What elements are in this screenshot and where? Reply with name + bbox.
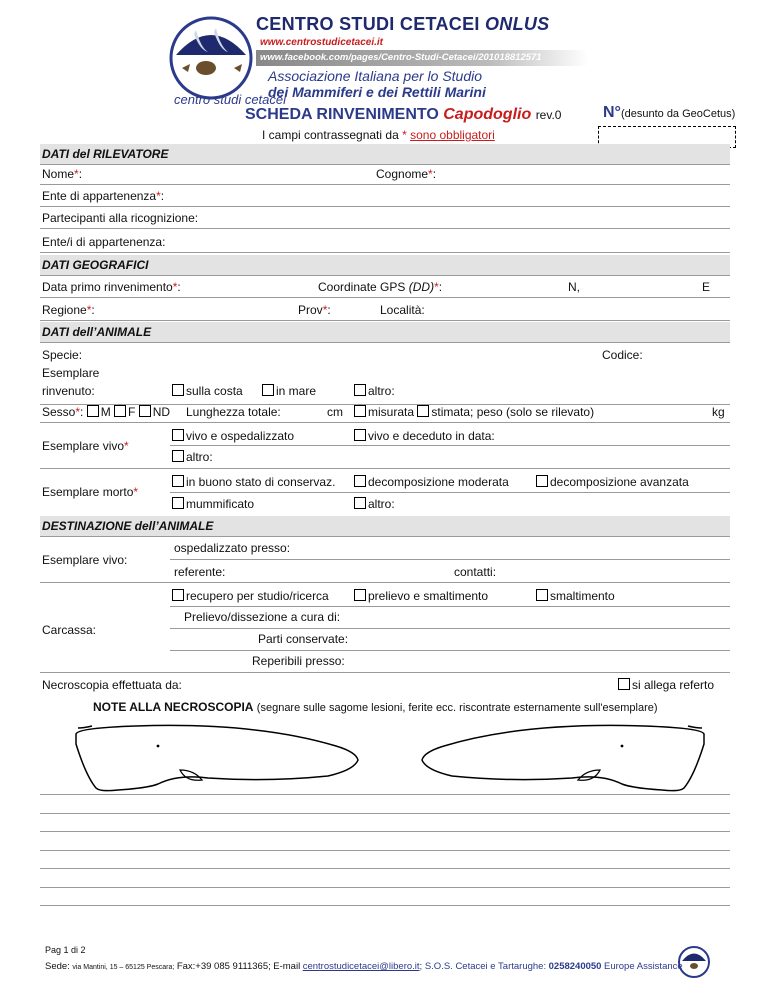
row-partecipanti[interactable]: Partecipanti alla ricognizione: <box>40 208 730 229</box>
opt-morto-altro[interactable]: altro: <box>354 494 395 514</box>
required-note: I campi contrassegnati da * sono obbligatori <box>262 128 495 142</box>
footer-logo-icon <box>676 944 712 980</box>
facebook-link[interactable]: www.facebook.com/pages/Centro-Studi-Cetacei/201018812571 <box>256 50 588 66</box>
section-geografici: DATI GEOGRAFICI <box>40 255 730 276</box>
opt-mummificato[interactable]: mummificato <box>172 494 254 514</box>
whale-silhouette-right <box>418 722 708 786</box>
website-link[interactable]: www.centrostudicetacei.it <box>260 37 383 48</box>
whale-silhouette-left <box>72 722 362 786</box>
row-enti[interactable]: Ente/i di appartenenza: <box>40 232 730 253</box>
assoc-line1: Associazione Italiana per lo Studio <box>268 68 483 84</box>
email-link[interactable]: centrostudicetacei@libero.it <box>302 961 420 972</box>
opt-buono[interactable]: in buono stato di conservaz. <box>172 472 335 492</box>
opt-prelievo[interactable]: prelievo e smaltimento <box>354 586 488 606</box>
opt-dec-mod[interactable]: decomposizione moderata <box>354 472 509 492</box>
org-title: CENTRO STUDI CETACEI ONLUS <box>256 14 550 34</box>
opt-misurata[interactable]: misurata stimata; peso (solo se rilevato) <box>354 402 594 422</box>
section-destinazione: DESTINAZIONE dell’ANIMALE <box>40 516 730 537</box>
opt-altro[interactable]: altro: <box>354 384 395 398</box>
row-morto: Esemplare morto* in buono stato di conservaz. decomposizione moderata decomposizione avanzata mummificato altro: <box>40 470 730 517</box>
opt-vivo-altro[interactable]: altro: <box>172 447 213 467</box>
row-data-gps[interactable]: Data primo rinvenimento*: Coordinate GPS (DD)*: N, E <box>40 277 730 298</box>
row-sesso: Sesso*: M F ND Lunghezza totale: cm misurata stimata; peso (solo se rilevato) kg <box>40 402 730 423</box>
logo-centro-studi-cetacei <box>156 10 287 110</box>
opt-vivo-dec[interactable]: vivo e deceduto in data: <box>354 426 495 446</box>
form-title: SCHEDA RINVENIMENTO Capodoglio rev.0 <box>245 106 562 123</box>
opt-vivo-osp[interactable]: vivo e ospedalizzato <box>172 426 294 446</box>
opt-smaltimento[interactable]: smaltimento <box>536 586 615 606</box>
section-animale: DATI dell’ANIMALE <box>40 322 730 343</box>
footer-contacts: Sede: via Mantini, 15 – 65125 Pescara; Fax:+39 085 9111365; E-mail centrostudicetacei@libero.it; S.O.S. Cetacei e Tartarughe: 0258240050 Europe Assistance <box>45 961 683 972</box>
row-carcassa: Carcassa: recupero per studio/ricerca prelievo e smaltimento smaltimento Prelievo/dissezione a cura di: Parti conservate: Reperibili presso: <box>40 584 730 673</box>
assoc-line2: dei Mammiferi e dei Rettili Marini <box>268 84 486 100</box>
row-necroscopia[interactable]: Necroscopia effettuata da: si allega referto <box>40 675 730 695</box>
checkbox-m[interactable] <box>87 405 99 417</box>
row-vivo: Esemplare vivo* vivo e ospedalizzato vivo e deceduto in data: altro: <box>40 424 730 469</box>
numero-label: N°(desunto da GeoCetus) <box>603 104 736 121</box>
opt-mare[interactable]: in mare <box>262 384 316 398</box>
opt-recupero[interactable]: recupero per studio/ricerca <box>172 586 329 606</box>
section-rilevatore: DATI del RILEVATORE <box>40 144 730 165</box>
row-ente[interactable]: Ente di appartenenza*: <box>40 186 730 207</box>
checkbox-f[interactable] <box>114 405 126 417</box>
row-nome[interactable]: Nome*: Cognome*: <box>40 164 730 185</box>
opt-referto[interactable]: si allega referto <box>618 675 714 695</box>
page-number: Pag 1 di 2 <box>45 945 86 955</box>
row-rinvenuto: Esemplare rinvenuto: sulla costa in mare altro: <box>40 364 730 405</box>
logo-text: centro studi cetacei <box>174 92 287 107</box>
opt-dec-av[interactable]: decomposizione avanzata <box>536 472 689 492</box>
checkbox-nd[interactable] <box>139 405 151 417</box>
row-specie[interactable]: Specie: Codice: <box>42 348 643 362</box>
note-title: NOTE ALLA NECROSCOPIA (segnare sulle sagome lesioni, ferite ecc. riscontrate esternamente sull'esemplare) <box>93 700 658 714</box>
row-dest-vivo: Esemplare vivo: ospedalizzato presso: referente: contatti: <box>40 538 730 583</box>
opt-costa[interactable]: sulla costa <box>172 384 243 398</box>
row-regione[interactable]: Regione*: Prov*: Località: <box>40 300 730 321</box>
